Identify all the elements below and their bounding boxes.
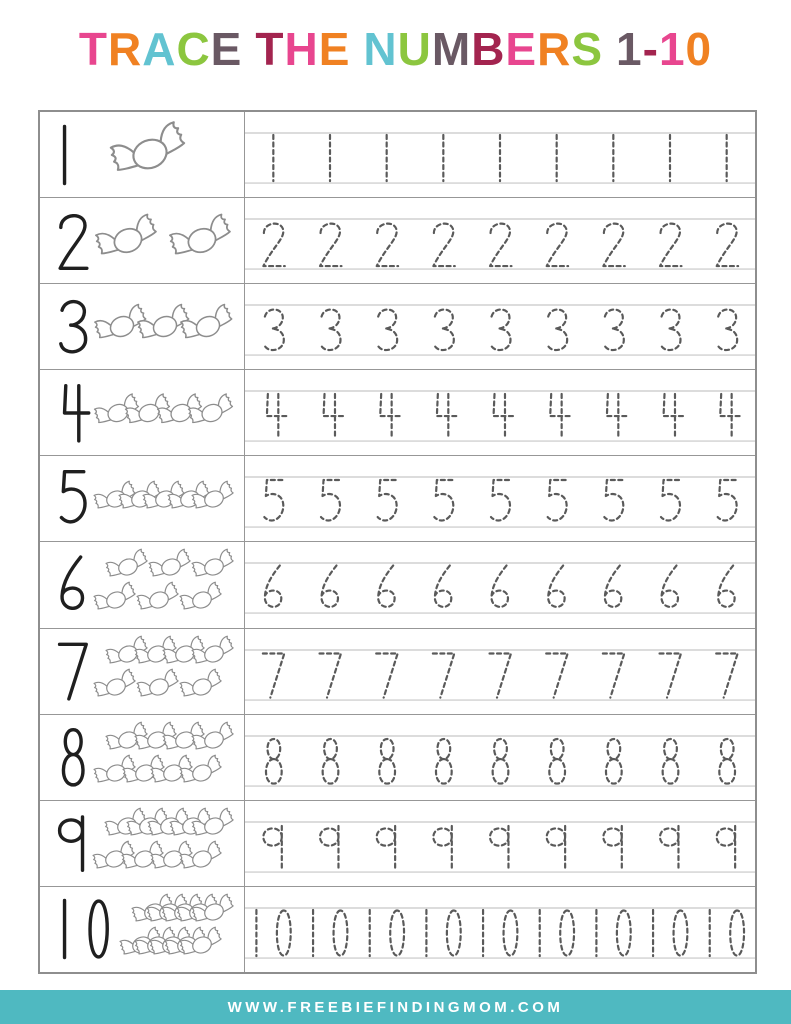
trace-number-3 [661, 310, 681, 351]
candy-group [91, 542, 244, 627]
table-row [40, 800, 755, 886]
number-cell [40, 112, 245, 197]
trace-number-6 [662, 566, 678, 607]
title-char: R [107, 23, 143, 75]
trace-number-7 [546, 653, 567, 697]
trace-cell [245, 629, 755, 714]
candy-group [91, 284, 244, 369]
trace-number-3 [491, 310, 511, 351]
trace-number-3 [717, 310, 737, 351]
trace-cell [245, 198, 755, 283]
title-char: N [363, 23, 398, 75]
trace-number-3 [377, 310, 397, 351]
trace-number-4 [494, 394, 513, 439]
candy-group [75, 112, 244, 197]
trace-number-5 [718, 480, 737, 520]
candy-group [91, 715, 244, 800]
trace-number-4 [550, 394, 569, 439]
trace-number-8 [549, 739, 565, 784]
trace-table [38, 110, 757, 974]
trace-number-7 [376, 653, 397, 697]
trace-number-5 [661, 480, 680, 520]
trace-number-10 [596, 910, 630, 956]
trace-cell [245, 801, 755, 886]
trace-number-9 [320, 826, 338, 869]
trace-number-8 [606, 739, 622, 784]
candy-icon [99, 114, 201, 194]
candy-group [91, 370, 244, 455]
trace-number-8 [266, 739, 282, 784]
trace-cell [245, 284, 755, 369]
table-row [40, 455, 755, 541]
trace-line-1 [245, 112, 755, 197]
solid-number-4 [54, 382, 91, 444]
trace-number-9 [603, 826, 621, 869]
trace-number-8 [379, 739, 395, 784]
table-row [40, 112, 755, 197]
trace-number-9 [547, 826, 565, 869]
candy-icon [86, 208, 170, 274]
trace-number-10 [256, 910, 290, 956]
trace-number-10 [653, 910, 687, 956]
trace-number-9 [433, 826, 451, 869]
solid-number-1 [54, 124, 75, 186]
candy-group [91, 456, 244, 541]
title-char: 0 [685, 23, 713, 75]
trace-line-7 [245, 629, 755, 714]
title-char: T [255, 23, 285, 75]
trace-number-7 [433, 653, 454, 697]
trace-number-10 [710, 910, 744, 956]
trace-number-7 [490, 653, 511, 697]
trace-line-3 [245, 284, 755, 369]
title-char: - [642, 23, 659, 75]
trace-line-10 [245, 887, 755, 972]
trace-number-6 [548, 566, 564, 607]
solid-number-8 [54, 726, 91, 788]
trace-number-2 [603, 224, 624, 266]
solid-number-2 [54, 210, 91, 272]
number-cell [40, 887, 245, 972]
solid-number-7 [54, 640, 91, 702]
title-char: R [537, 23, 572, 75]
trace-line-6 [245, 542, 755, 627]
trace-number-2 [320, 224, 341, 266]
trace-number-4 [380, 394, 399, 439]
table-row [40, 283, 755, 369]
candy-icon [160, 208, 244, 274]
trace-number-2 [263, 224, 284, 266]
trace-number-6 [718, 566, 734, 607]
title-char: C [176, 23, 211, 75]
trace-line-2 [245, 198, 755, 283]
trace-cell [245, 456, 755, 541]
footer-bar [0, 990, 791, 1024]
number-cell [40, 284, 245, 369]
trace-number-6 [605, 566, 621, 607]
trace-number-6 [378, 566, 394, 607]
trace-number-2 [377, 224, 398, 266]
trace-cell [245, 112, 755, 197]
trace-number-3 [547, 310, 567, 351]
candy-group [91, 198, 244, 283]
solid-number-10 [54, 898, 117, 960]
title-char: M [431, 23, 472, 75]
website-url: WWW.FREEBIEFINDINGMOM.COM [227, 998, 564, 1016]
solid-number-5 [54, 468, 91, 530]
trace-number-3 [321, 310, 341, 351]
trace-cell [245, 370, 755, 455]
title-char: E [318, 23, 351, 75]
trace-number-3 [604, 310, 624, 351]
trace-number-2 [717, 224, 738, 266]
trace-line-8 [245, 715, 755, 800]
trace-number-4 [720, 394, 739, 439]
trace-number-5 [548, 480, 567, 520]
candy-group [91, 629, 244, 714]
trace-number-6 [492, 566, 508, 607]
trace-cell [245, 887, 755, 972]
solid-number-3 [54, 296, 91, 358]
title-char: S [571, 23, 604, 75]
trace-number-8 [719, 739, 735, 784]
number-cell [40, 198, 245, 283]
trace-number-5 [378, 480, 397, 520]
number-cell [40, 801, 245, 886]
trace-number-7 [716, 653, 737, 697]
trace-number-9 [660, 826, 678, 869]
trace-number-5 [434, 480, 453, 520]
number-cell [40, 370, 245, 455]
trace-number-9 [717, 826, 735, 869]
trace-number-2 [433, 224, 454, 266]
trace-number-9 [263, 826, 281, 869]
trace-number-8 [663, 739, 679, 784]
trace-number-8 [323, 739, 339, 784]
trace-number-4 [607, 394, 626, 439]
table-row [40, 541, 755, 627]
trace-number-4 [437, 394, 456, 439]
title-char: U [397, 23, 432, 75]
trace-number-9 [490, 826, 508, 869]
title-char: T [78, 23, 108, 75]
title-char: B [471, 23, 506, 75]
candy-icon [174, 578, 231, 623]
table-row [40, 886, 755, 972]
trace-number-10 [483, 910, 517, 956]
candy-icon [174, 664, 231, 709]
trace-number-2 [547, 224, 568, 266]
title-char: 1 [616, 23, 643, 75]
table-row [40, 197, 755, 283]
trace-number-10 [426, 910, 460, 956]
trace-cell [245, 542, 755, 627]
trace-number-6 [322, 566, 338, 607]
trace-line-9 [245, 801, 755, 886]
trace-number-6 [265, 566, 281, 607]
trace-number-7 [320, 653, 341, 697]
title-char: 1 [658, 23, 686, 75]
trace-number-4 [664, 394, 683, 439]
table-row [40, 628, 755, 714]
trace-number-5 [604, 480, 623, 520]
trace-number-3 [434, 310, 454, 351]
trace-number-8 [493, 739, 509, 784]
title-char: A [142, 23, 177, 75]
candy-group [117, 887, 244, 972]
table-row [40, 714, 755, 800]
trace-number-7 [603, 653, 624, 697]
trace-number-4 [324, 394, 343, 439]
trace-number-10 [313, 910, 347, 956]
title-char: E [505, 23, 538, 75]
trace-number-7 [263, 653, 284, 697]
trace-number-10 [540, 910, 574, 956]
trace-number-4 [267, 394, 286, 439]
trace-number-6 [435, 566, 451, 607]
trace-number-2 [490, 224, 511, 266]
trace-line-5 [245, 456, 755, 541]
number-cell [40, 629, 245, 714]
trace-number-10 [370, 910, 404, 956]
trace-number-9 [377, 826, 395, 869]
trace-number-8 [436, 739, 452, 784]
title-char: H [284, 23, 319, 75]
trace-number-5 [321, 480, 340, 520]
trace-cell [245, 715, 755, 800]
page-title [0, 0, 791, 73]
number-cell [40, 456, 245, 541]
number-cell [40, 715, 245, 800]
trace-number-2 [660, 224, 681, 266]
solid-number-9 [54, 812, 90, 874]
trace-number-7 [660, 653, 681, 697]
solid-number-6 [54, 554, 91, 616]
trace-line-4 [245, 370, 755, 455]
number-cell [40, 542, 245, 627]
trace-number-5 [491, 480, 510, 520]
title-char: E [210, 23, 243, 75]
candy-group [90, 801, 244, 886]
trace-number-3 [264, 310, 284, 351]
trace-number-5 [264, 480, 283, 520]
table-row [40, 369, 755, 455]
